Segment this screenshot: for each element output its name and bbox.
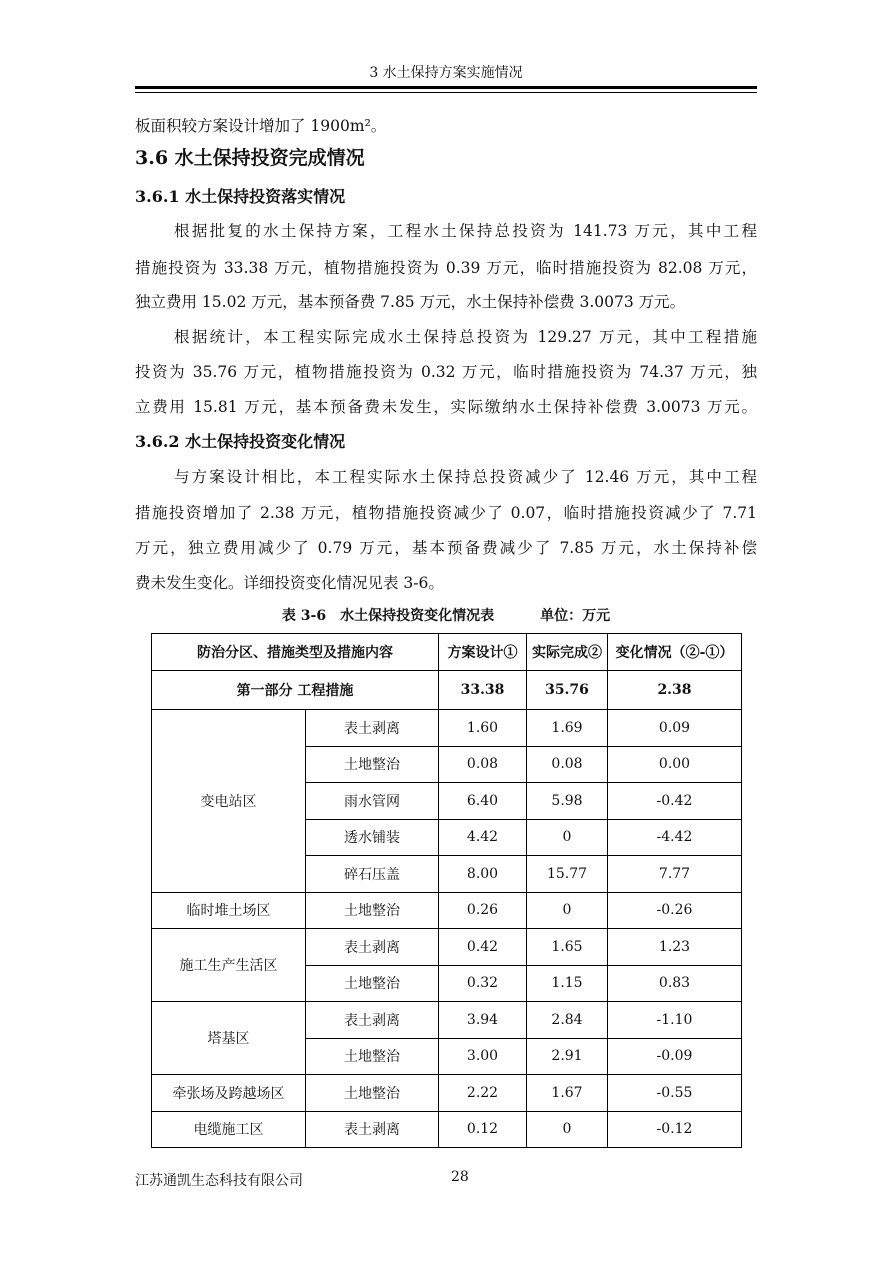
measure-cell: 表土剥离 xyxy=(306,1111,439,1148)
design-cell: 2.22 xyxy=(439,1075,527,1112)
para3-line-4: 费未发生变化。详细投资变化情况见表 3-6。 xyxy=(135,574,444,592)
design-cell: 1.60 xyxy=(439,710,527,747)
header-rule-thin xyxy=(135,92,757,93)
para2-line-1: 根据统计，本工程实际完成水土保持总投资为 129.27 万元，其中工程措施 xyxy=(174,328,757,346)
table-row xyxy=(152,929,742,966)
measure-cell: 土地整治 xyxy=(306,965,439,1002)
table-row xyxy=(152,1111,742,1148)
measure-cell: 土地整治 xyxy=(306,1075,439,1112)
actual-cell: 2.84 xyxy=(527,1002,608,1039)
part-change: 2.38 xyxy=(608,671,742,710)
part-actual: 35.76 xyxy=(527,671,608,710)
table-row xyxy=(152,1075,742,1112)
measure-cell: 土地整治 xyxy=(306,1038,439,1075)
table-row xyxy=(152,1002,742,1039)
design-cell: 3.00 xyxy=(439,1038,527,1075)
measure-cell: 表土剥离 xyxy=(306,1002,439,1039)
zone-name: 牵张场及跨越场区 xyxy=(152,1075,306,1112)
design-cell: 6.40 xyxy=(439,783,527,820)
change-cell: -0.09 xyxy=(608,1038,742,1075)
change-cell: -0.55 xyxy=(608,1075,742,1112)
measure-cell: 土地整治 xyxy=(306,746,439,783)
design-cell: 4.42 xyxy=(439,819,527,856)
change-cell: 7.77 xyxy=(608,856,742,893)
para1-line-1: 根据批复的水土保持方案，工程水土保持总投资为 141.73 万元，其中工程 xyxy=(174,222,757,240)
design-cell: 8.00 xyxy=(439,856,527,893)
header-rule-thick xyxy=(135,86,757,89)
change-cell: -4.42 xyxy=(608,819,742,856)
actual-cell: 1.69 xyxy=(527,710,608,747)
change-cell: -0.26 xyxy=(608,892,742,929)
part-design: 33.38 xyxy=(439,671,527,710)
actual-cell: 5.98 xyxy=(527,783,608,820)
change-cell: -0.42 xyxy=(608,783,742,820)
measure-cell: 表土剥离 xyxy=(306,929,439,966)
table-row xyxy=(152,892,742,929)
continuation-line: 板面积较方案设计增加了 1900m²。 xyxy=(135,117,387,135)
design-cell: 3.94 xyxy=(439,1002,527,1039)
zone-name: 电缆施工区 xyxy=(152,1111,306,1148)
footer-company: 江苏通凯生态科技有限公司 xyxy=(135,1173,303,1189)
para1-line-2: 措施投资为 33.38 万元，植物措施投资为 0.39 万元，临时措施投资为 82.08 万元， xyxy=(135,259,757,277)
subsection-title-1: 3.6.1 水土保持投资落实情况 xyxy=(135,187,346,206)
header-actual: 实际完成② xyxy=(527,634,608,671)
table-caption xyxy=(0,605,892,625)
table-row xyxy=(152,710,742,747)
para3-line-3: 万元，独立费用减少了 0.79 万元，基本预备费减少了 7.85 万元，水土保持补偿 xyxy=(135,539,757,557)
subsection-title-2: 3.6.2 水土保持投资变化情况 xyxy=(135,432,346,451)
measure-cell: 碎石压盖 xyxy=(306,856,439,893)
design-cell: 0.32 xyxy=(439,965,527,1002)
actual-cell: 0.08 xyxy=(527,746,608,783)
para2-line-2: 投资为 35.76 万元，植物措施投资为 0.32 万元，临时措施投资为 74.37 万元，独 xyxy=(135,363,757,381)
header-change: 变化情况（②-①） xyxy=(608,634,742,671)
investment-change-table xyxy=(151,633,742,1148)
change-cell: 0.83 xyxy=(608,965,742,1002)
measure-cell: 表土剥离 xyxy=(306,710,439,747)
change-cell: -1.10 xyxy=(608,1002,742,1039)
para2-line-3: 立费用 15.81 万元，基本预备费未发生，实际缴纳水土保持补偿费 3.0073 万元。 xyxy=(135,398,757,416)
zone-name: 临时堆土场区 xyxy=(152,892,306,929)
actual-cell: 0 xyxy=(527,892,608,929)
actual-cell: 0 xyxy=(527,819,608,856)
design-cell: 0.08 xyxy=(439,746,527,783)
actual-cell: 1.65 xyxy=(527,929,608,966)
zone-name: 变电站区 xyxy=(152,710,306,893)
section-title: 3.6 水土保持投资完成情况 xyxy=(135,147,365,169)
para1-line-3: 独立费用 15.02 万元，基本预备费 7.85 万元，水土保持补偿费 3.0073 万元。 xyxy=(135,293,686,311)
actual-cell: 1.67 xyxy=(527,1075,608,1112)
table-unit: 单位：万元 xyxy=(540,608,611,624)
part-label: 第一部分 工程措施 xyxy=(152,671,439,710)
header-measure: 防治分区、措施类型及措施内容 xyxy=(152,634,439,671)
table-caption-title: 表 3-6 水土保持投资变化情况表 xyxy=(281,608,495,624)
design-cell: 0.12 xyxy=(439,1111,527,1148)
zone-name: 施工生产生活区 xyxy=(152,929,306,1002)
table-header-row xyxy=(152,634,742,671)
actual-cell: 2.91 xyxy=(527,1038,608,1075)
change-cell: 1.23 xyxy=(608,929,742,966)
part-row xyxy=(152,671,742,710)
change-cell: 0.00 xyxy=(608,746,742,783)
measure-cell: 土地整治 xyxy=(306,892,439,929)
para3-line-1: 与方案设计相比，本工程实际水土保持总投资减少了 12.46 万元，其中工程 xyxy=(174,468,757,486)
actual-cell: 0 xyxy=(527,1111,608,1148)
design-cell: 0.26 xyxy=(439,892,527,929)
actual-cell: 1.15 xyxy=(527,965,608,1002)
change-cell: -0.12 xyxy=(608,1111,742,1148)
zone-name: 塔基区 xyxy=(152,1002,306,1075)
actual-cell: 15.77 xyxy=(527,856,608,893)
change-cell: 0.09 xyxy=(608,710,742,747)
design-cell: 0.42 xyxy=(439,929,527,966)
page-number: 28 xyxy=(451,1169,469,1185)
para3-line-2: 措施投资增加了 2.38 万元，植物措施投资减少了 0.07，临时措施投资减少了 7.71 xyxy=(135,504,757,522)
measure-cell: 雨水管网 xyxy=(306,783,439,820)
running-header: 3 水土保持方案实施情况 xyxy=(369,65,523,81)
measure-cell: 透水铺装 xyxy=(306,819,439,856)
header-design: 方案设计① xyxy=(439,634,527,671)
